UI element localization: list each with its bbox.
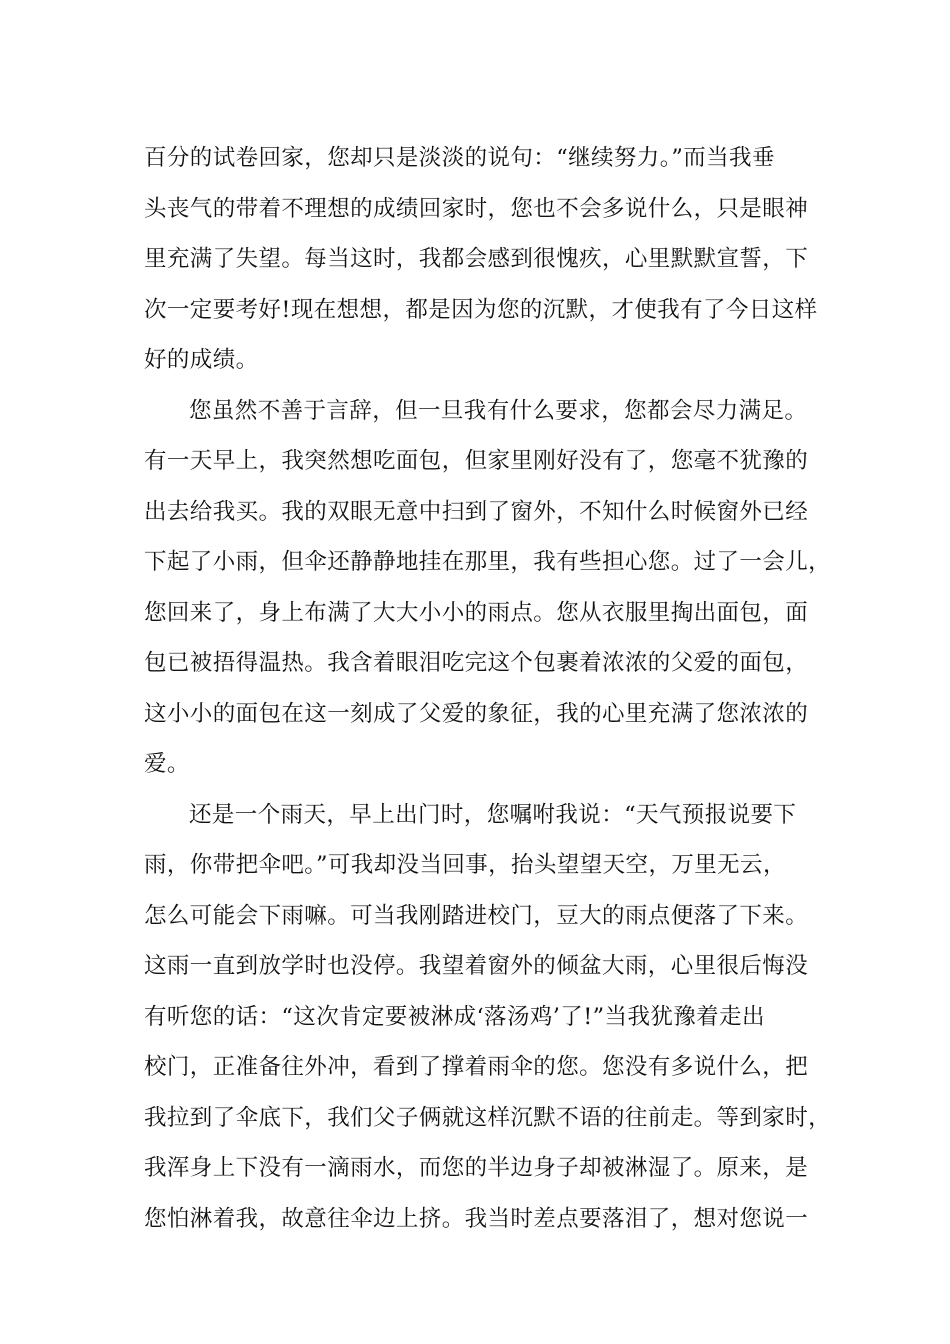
text-line: 这雨一直到放学时也没停。我望着窗外的倾盆大雨，心里很后悔没 [144,953,809,979]
text-line: 我浑身上下没有一滴雨水，而您的半边身子却被淋湿了。原来，是 [144,1155,809,1181]
text-line: 有听您的话：“这次肯定要被淋成‘落汤鸡’了!”当我犹豫着走出 [144,1003,765,1030]
body-text [144,133,832,1244]
text-line: 您回来了，身上布满了大大小小的雨点。您从衣服里掏出面包，面 [144,599,809,626]
text-line: 百分的试卷回家，您却只是淡淡的说句：“继续努力。”而当我垂 [144,145,775,171]
text-line: 好的成绩。 [144,347,259,373]
text-line: 您怕淋着我，故意往伞边上挤。我当时差点要落泪了，想对您说一 [144,1205,809,1232]
paragraph-start-line: 您虽然不善于言辞，但一旦我有什么要求，您都会尽力满足。 [189,397,808,424]
text-line: 头丧气的带着不理想的成绩回家时，您也不会多说什么，只是眼神 [144,195,809,222]
text-line: 下起了小雨，但伞还静静地挂在那里，我有些担心您。过了一会儿， [144,549,832,575]
text-line: 怎么可能会下雨嘛。可当我刚踏进校门，豆大的雨点便落了下来。 [144,902,809,929]
text-line: 爱。 [144,751,190,777]
text-line: 次一定要考好!现在想想，都是因为您的沉默，才使我有了今日这样 [144,296,818,323]
text-line: 校门，正准备往外冲，看到了撑着雨伞的您。您没有多说什么，把 [144,1054,809,1080]
text-line: 里充满了失望。每当这时，我都会感到很愧疚，心里默默宣誓，下 [144,246,809,272]
text-line: 有一天早上，我突然想吃面包，但家里刚好没有了，您毫不犹豫的 [144,448,809,474]
text-line: 雨，你带把伞吧。”可我却没当回事，抬头望望天空，万里无云， [144,852,786,878]
paragraph-start-line: 还是一个雨天，早上出门时，您嘱咐我说：“天气预报说要下 [189,801,797,828]
text-line: 我拉到了伞底下，我们父子俩就这样沉默不语的往前走。等到家时， [144,1104,832,1131]
text-line: 出去给我买。我的双眼无意中扫到了窗外，不知什么时候窗外已经 [144,498,809,525]
text-line: 包已被捂得温热。我含着眼泪吃完这个包裹着浓浓的父爱的面包， [144,650,809,676]
text-line: 这小小的面包在这一刻成了父爱的象征，我的心里充满了您浓浓的 [144,700,809,727]
